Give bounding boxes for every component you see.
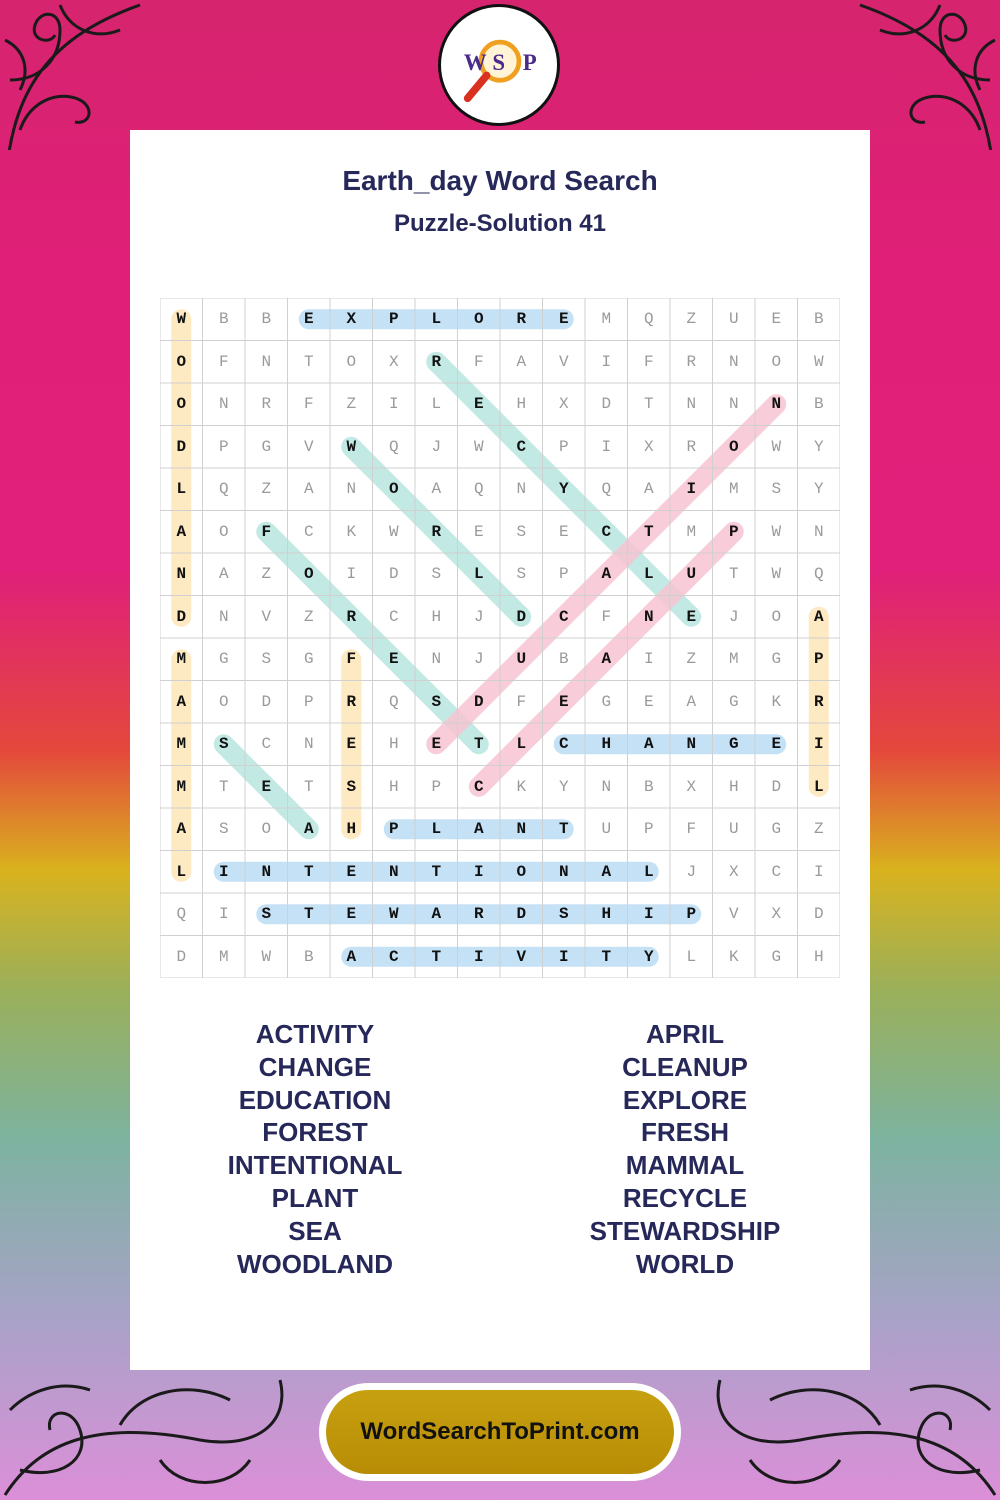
grid-cell: H [388,735,399,754]
grid-cell: S [431,692,442,711]
grid-cell: J [473,650,484,669]
grid-cell: U [728,310,739,329]
grid-cell: P [431,777,442,796]
grid-cell: H [431,607,442,626]
grid-cell: V [303,437,314,456]
grid-cell: A [431,905,442,924]
grid-cell: X [558,395,569,414]
grid-cell: T [601,947,612,966]
grid-cell: A [346,947,357,966]
grid-cell: S [261,905,272,924]
grid-cell: G [728,735,739,754]
grid-cell: L [813,777,824,796]
grid-cell: T [643,395,654,414]
grid-cell: G [771,820,782,839]
grid-cell: L [176,862,187,881]
grid-cell: P [388,310,399,329]
grid-cell: Y [813,437,824,456]
word-list-right [500,1018,870,1280]
grid-cell: E [558,310,569,329]
grid-cell: P [558,437,569,456]
grid-cell: O [771,352,782,371]
word-list-item: SEA [288,1215,342,1246]
grid-cell: P [558,565,569,584]
grid-cell: R [686,437,697,456]
grid-cell: P [388,820,399,839]
grid-cell: V [558,352,569,371]
grid-cell: A [643,735,654,754]
grid-cell: Y [643,947,654,966]
grid-cell: L [431,395,442,414]
grid-cell: Q [176,905,187,924]
grid-cell: I [643,905,654,924]
grid-cell: T [558,820,569,839]
word-list-item: EDUCATION [238,1084,392,1115]
grid-cell: U [601,820,612,839]
grid-cell: L [176,480,187,499]
word-list-item: EXPLORE [622,1084,748,1115]
grid-cell: Q [388,692,399,711]
grid-cell: K [771,692,782,711]
grid-cell: T [431,947,442,966]
grid-cell: J [686,862,697,881]
grid-cell: C [303,522,314,541]
grid-cell: E [346,862,357,881]
grid-cell: I [558,947,569,966]
grid-cell: N [346,480,357,499]
grid-cell: O [346,352,357,371]
grid-cell: K [728,947,739,966]
grid-cell: Z [303,607,314,626]
grid-cell: Z [261,480,272,499]
grid-cell: R [431,522,442,541]
grid-cell: C [558,735,569,754]
grid-cell: I [346,565,357,584]
grid-cell: L [686,947,697,966]
grid-cell: A [176,522,187,541]
grid-cell: K [346,522,357,541]
word-list-item: CHANGE [258,1051,372,1082]
grid-cell: Y [558,777,569,796]
grid-cell: L [473,565,484,584]
grid-cell: W [388,905,399,924]
grid-cell: J [431,437,442,456]
grid-cell: F [643,352,654,371]
grid-cell: W [473,437,484,456]
grid-cell: E [346,905,357,924]
grid-cell: V [728,905,739,924]
grid-cell: F [303,395,314,414]
grid-cell: T [218,777,229,796]
grid-cell: C [388,607,399,626]
grid-cell: Z [813,820,824,839]
grid-cell: F [218,352,229,371]
footer-link[interactable]: WordSearchToPrint.com [326,1390,674,1474]
grid-cell: L [643,565,654,584]
grid-cell: U [516,650,527,669]
grid-cell: U [728,820,739,839]
grid-cell: G [601,692,612,711]
grid-cell: L [431,310,442,329]
grid-cell: A [601,862,612,881]
grid-cell: S [431,565,442,584]
grid-cell: N [431,650,442,669]
grid-cell: P [218,437,229,456]
grid-cell: A [473,820,484,839]
word-list-item: WOODLAND [237,1248,393,1279]
grid-cell: D [473,692,484,711]
grid-cell: A [516,352,527,371]
grid-cell: Z [346,395,357,414]
grid-cell: N [388,862,399,881]
grid-cell: E [473,395,484,414]
grid-cell: A [218,565,229,584]
logo-letter-w: W [463,49,487,75]
grid-cell: E [558,522,569,541]
grid-cell: F [346,650,357,669]
grid-cell: H [601,735,612,754]
ornament-top-left-icon [0,0,150,150]
grid-cell: C [516,437,527,456]
grid-cell: B [303,947,314,966]
page-subtitle: Puzzle-Solution 41 [393,210,606,237]
grid-cell: R [431,352,442,371]
ornament-top-right-icon [850,0,1000,150]
grid-cell: T [303,862,314,881]
grid-cell: A [303,480,314,499]
grid-cell: S [261,650,272,669]
grid-cell: N [261,862,272,881]
grid-cell: B [261,310,272,329]
grid-cell: N [771,395,782,414]
grid-cell: P [813,650,824,669]
grid-cell: K [516,777,527,796]
grid-cell: T [473,735,484,754]
grid-cell: W [261,947,272,966]
grid-cell: N [261,352,272,371]
grid-cell: A [176,820,187,839]
grid-cell: E [558,692,569,711]
grid-cell: I [643,650,654,669]
grid-cell: I [686,480,697,499]
grid-cell: O [218,692,229,711]
grid-cell: N [516,480,527,499]
grid-cell: N [686,735,697,754]
grid-cell: B [218,310,229,329]
grid-cell: L [431,820,442,839]
grid-cell: N [303,735,314,754]
grid-cell: Q [388,437,399,456]
grid-cell: G [728,692,739,711]
grid-cell: X [686,777,697,796]
word-grid [160,298,840,978]
word-list-item: FRESH [640,1117,730,1148]
grid-cell: E [388,650,399,669]
grid-cell: I [473,862,484,881]
grid-cell: P [686,905,697,924]
grid-cell: O [176,395,187,414]
grid-cell: J [473,607,484,626]
grid-cell: T [303,905,314,924]
grid-cell: O [516,862,527,881]
grid-cell: N [176,565,187,584]
grid-cell: X [771,905,782,924]
grid-cell: E [473,522,484,541]
grid-cell: D [813,905,824,924]
grid-cell: I [813,862,824,881]
grid-cell: Y [558,480,569,499]
grid-cell: S [771,480,782,499]
grid-cell: E [771,310,782,329]
letter-grid [160,298,840,978]
grid-cell: D [516,905,527,924]
grid-cell: D [771,777,782,796]
word-list-item: STEWARDSHIP [589,1215,781,1246]
grid-cell: T [643,522,654,541]
grid-cell: O [218,522,229,541]
grid-cell: C [771,862,782,881]
grid-cell: I [813,735,824,754]
grid-cell: T [728,565,739,584]
grid-cell: M [728,650,739,669]
grid-cell: C [473,777,484,796]
grid-cell: C [388,947,399,966]
grid-cell: N [686,395,697,414]
grid-cell: R [473,905,484,924]
grid-cell: Q [218,480,229,499]
grid-cell: R [261,395,272,414]
grid-cell: A [176,692,187,711]
grid-cell: B [813,310,824,329]
grid-cell: I [218,905,229,924]
grid-cell: A [686,692,697,711]
word-list-item: PLANT [271,1182,359,1213]
grid-cell: X [728,862,739,881]
word-list-item: RECYCLE [622,1182,748,1213]
grid-cell: W [388,522,399,541]
grid-cell: I [218,862,229,881]
grid-cell: O [728,437,739,456]
grid-cell: X [643,437,654,456]
grid-cell: L [516,735,527,754]
grid-cell: T [303,777,314,796]
grid-cell: G [771,947,782,966]
grid-cell: Q [643,310,654,329]
grid-cell: W [813,352,824,371]
word-list-item: CLEANUP [622,1051,748,1082]
grid-cell: H [346,820,357,839]
grid-cell: E [346,735,357,754]
word-list-item: WORLD [635,1248,735,1279]
grid-cell: W [176,310,187,329]
grid-cell: H [813,947,824,966]
grid-cell: S [516,522,527,541]
grid-cell: S [516,565,527,584]
grid-cell: P [728,522,739,541]
grid-cell: T [431,862,442,881]
grid-cell: G [303,650,314,669]
grid-cell: Y [813,480,824,499]
word-list-item: APRIL [646,1019,724,1049]
grid-cell: M [686,522,697,541]
grid-cell: A [601,650,612,669]
grid-cell: N [516,820,527,839]
grid-cell: O [473,310,484,329]
grid-cell: C [601,522,612,541]
grid-cell: Q [473,480,484,499]
footer-badge[interactable] [322,1386,678,1478]
grid-cell: S [346,777,357,796]
grid-cell: Q [601,480,612,499]
word-list-item: MAMMAL [625,1150,745,1181]
word-list-left [130,1018,500,1280]
grid-cell: M [176,650,187,669]
grid-cell: N [601,777,612,796]
grid-cell: H [728,777,739,796]
grid-cell: D [261,692,272,711]
grid-cell: B [643,777,654,796]
grid-cell: E [431,735,442,754]
grid-cell: Z [686,650,697,669]
grid-cell: H [601,905,612,924]
grid-cell: M [601,310,612,329]
grid-cell: O [771,607,782,626]
grid-cell: F [516,692,527,711]
grid-cell: R [813,692,824,711]
grid-cell: D [176,437,187,456]
grid-cell: R [516,310,527,329]
grid-cell: X [388,352,399,371]
grid-cell: N [728,352,739,371]
grid-cell: Z [261,565,272,584]
grid-cell: U [686,565,697,584]
grid-cell: D [176,607,187,626]
grid-cell: O [303,565,314,584]
grid-cell: Z [686,310,697,329]
grid-cell: I [601,352,612,371]
grid-cell: O [388,480,399,499]
grid-cell: A [601,565,612,584]
grid-cell: D [176,947,187,966]
grid-cell: F [686,820,697,839]
grid-cell: M [218,947,229,966]
grid-cell: S [218,820,229,839]
logo [438,4,560,126]
logo-letter-s: S [492,49,506,75]
word-list-item: ACTIVITY [255,1019,375,1049]
grid-cell: V [261,607,272,626]
grid-cell: B [558,650,569,669]
grid-cell: O [176,352,187,371]
grid-cell: I [601,437,612,456]
grid-cell: O [261,820,272,839]
grid-cell: Q [813,565,824,584]
grid-cell: G [771,650,782,669]
grid-cell: W [346,437,357,456]
grid-cell: W [771,565,782,584]
grid-cell: F [601,607,612,626]
grid-cell: E [686,607,697,626]
grid-cell: E [261,777,272,796]
grid-cell: F [261,522,272,541]
grid-cell: S [218,735,229,754]
grid-cell: N [218,607,229,626]
grid-cell: D [516,607,527,626]
grid-cell: A [303,820,314,839]
grid-cell: R [346,607,357,626]
grid-cell: A [431,480,442,499]
grid-cell: W [771,522,782,541]
grid-cell: N [218,395,229,414]
grid-cell: R [686,352,697,371]
word-list-item: FOREST [262,1117,368,1148]
grid-cell: V [516,947,527,966]
grid-cell: N [813,522,824,541]
grid-cell: P [643,820,654,839]
grid-cell: I [473,947,484,966]
grid-cell: M [176,735,187,754]
grid-cell: J [728,607,739,626]
grid-cell: W [771,437,782,456]
word-list-item: INTENTIONAL [227,1150,403,1181]
logo-letter-p: P [522,49,537,75]
page-title: Earth_day Word Search [342,165,658,196]
grid-cell: D [388,565,399,584]
grid-cell: C [261,735,272,754]
grid-cell: N [558,862,569,881]
grid-cell: X [346,310,357,329]
grid-cell: A [813,607,824,626]
grid-cell: G [261,437,272,456]
grid-cell: M [728,480,739,499]
grid-cell: B [813,395,824,414]
grid-cell: A [643,480,654,499]
grid-cell: E [771,735,782,754]
grid-cell: T [303,352,314,371]
grid-cell: L [643,862,654,881]
magnifier-logo-icon [441,7,557,123]
grid-cell: E [303,310,314,329]
grid-cell: N [643,607,654,626]
grid-cell: I [388,395,399,414]
grid-cell: G [218,650,229,669]
grid-cell: D [601,395,612,414]
grid-cell: C [558,607,569,626]
grid-cell: H [516,395,527,414]
grid-cell: R [346,692,357,711]
grid-cell: E [643,692,654,711]
grid-cell: M [176,777,187,796]
grid-cell: F [473,352,484,371]
grid-cell: N [728,395,739,414]
grid-cell: P [303,692,314,711]
grid-cell: H [388,777,399,796]
grid-cell: S [558,905,569,924]
puzzle-sheet [130,130,870,1370]
